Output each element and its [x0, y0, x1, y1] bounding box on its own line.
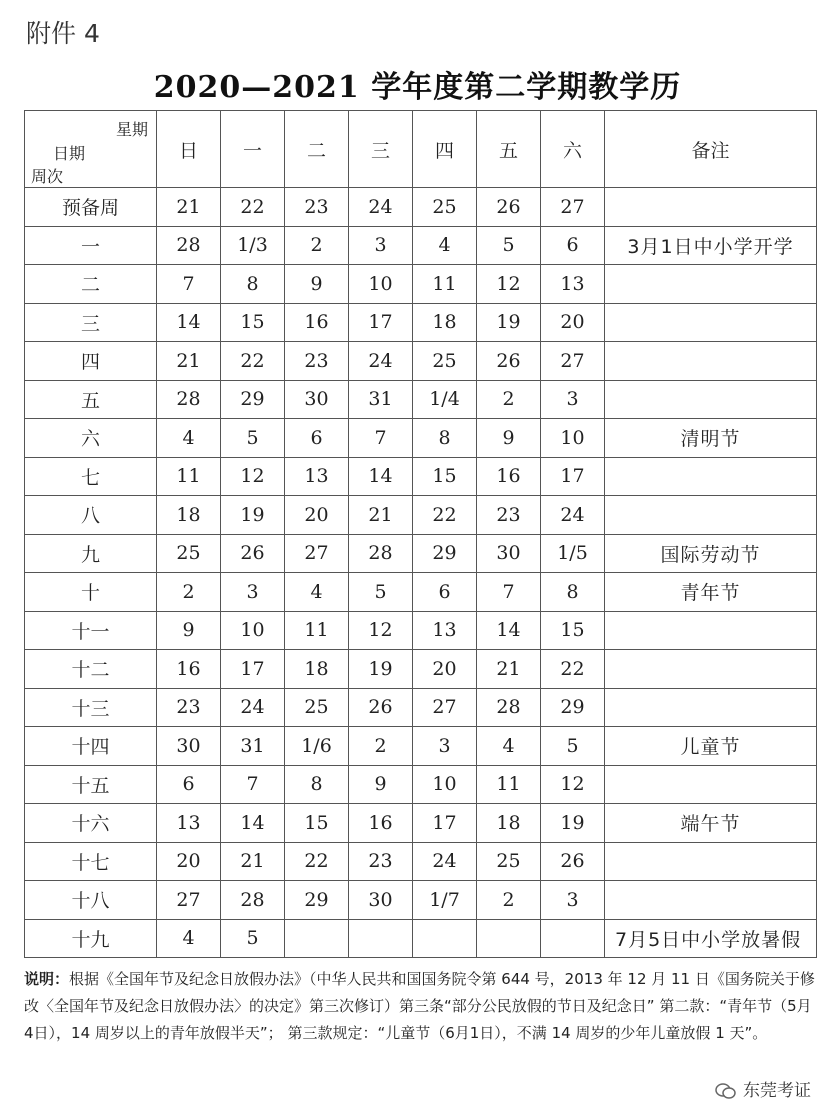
table-row — [25, 380, 817, 419]
date-cell: 30 — [349, 881, 413, 920]
remark-cell — [605, 842, 817, 881]
date-cell: 17 — [221, 650, 285, 689]
day-header-sat: 六 — [541, 111, 605, 188]
date-cell: 29 — [413, 534, 477, 573]
date-cell: 12 — [541, 765, 605, 804]
date-cell: 27 — [541, 188, 605, 227]
table-row — [25, 457, 817, 496]
date-cell: 8 — [413, 419, 477, 458]
remark-cell: 端午节 — [605, 804, 817, 843]
wechat-icon — [715, 1082, 737, 1100]
date-cell: 4 — [413, 226, 477, 265]
date-cell: 9 — [285, 265, 349, 304]
date-cell: 12 — [477, 265, 541, 304]
date-cell: 2 — [349, 727, 413, 766]
date-cell: 16 — [157, 650, 221, 689]
date-cell: 28 — [477, 688, 541, 727]
week-number-cell: 十三 — [25, 688, 157, 727]
date-cell: 2 — [285, 226, 349, 265]
table-row — [25, 688, 817, 727]
date-cell — [477, 919, 541, 958]
remark-cell: 儿童节 — [605, 727, 817, 766]
remark-cell — [605, 765, 817, 804]
date-cell: 1/6 — [285, 727, 349, 766]
date-cell: 24 — [221, 688, 285, 727]
remark-cell — [605, 688, 817, 727]
table-row — [25, 804, 817, 843]
remark-cell — [605, 188, 817, 227]
explanation-note — [24, 966, 816, 1047]
date-cell: 15 — [541, 611, 605, 650]
week-number-cell: 八 — [25, 496, 157, 535]
table-header-row — [25, 111, 817, 188]
table-row — [25, 919, 817, 958]
date-cell: 4 — [477, 727, 541, 766]
date-cell: 22 — [285, 842, 349, 881]
week-number-cell: 十一 — [25, 611, 157, 650]
date-cell: 23 — [349, 842, 413, 881]
week-number-cell: 十九 — [25, 919, 157, 958]
table-row — [25, 265, 817, 304]
date-cell: 29 — [221, 380, 285, 419]
date-cell: 16 — [477, 457, 541, 496]
date-cell: 16 — [349, 804, 413, 843]
date-cell: 9 — [349, 765, 413, 804]
date-cell: 6 — [541, 226, 605, 265]
date-cell: 22 — [221, 342, 285, 381]
date-cell: 29 — [285, 881, 349, 920]
date-cell: 23 — [477, 496, 541, 535]
table-row — [25, 611, 817, 650]
date-cell: 14 — [349, 457, 413, 496]
date-cell: 1/7 — [413, 881, 477, 920]
date-cell: 24 — [413, 842, 477, 881]
date-cell — [349, 919, 413, 958]
table-row — [25, 881, 817, 920]
date-cell: 6 — [413, 573, 477, 612]
week-number-cell: 一 — [25, 226, 157, 265]
date-cell: 22 — [413, 496, 477, 535]
date-cell: 5 — [541, 727, 605, 766]
week-number-cell: 十六 — [25, 804, 157, 843]
table-row — [25, 188, 817, 227]
table-row — [25, 842, 817, 881]
table-row — [25, 342, 817, 381]
week-number-cell: 四 — [25, 342, 157, 381]
remark-cell — [605, 611, 817, 650]
date-cell: 17 — [541, 457, 605, 496]
date-cell: 21 — [157, 188, 221, 227]
corner-week-label: 星期 — [115, 120, 148, 139]
week-number-cell: 三 — [25, 303, 157, 342]
notes-header: 备注 — [605, 111, 817, 188]
date-cell: 19 — [221, 496, 285, 535]
table-row — [25, 226, 817, 265]
date-cell: 26 — [541, 842, 605, 881]
date-cell: 24 — [541, 496, 605, 535]
day-header-sun: 日 — [157, 111, 221, 188]
date-cell: 15 — [221, 303, 285, 342]
date-cell: 30 — [477, 534, 541, 573]
table-row — [25, 534, 817, 573]
date-cell: 7 — [221, 765, 285, 804]
date-cell: 11 — [157, 457, 221, 496]
date-cell: 12 — [349, 611, 413, 650]
date-cell: 8 — [221, 265, 285, 304]
date-cell: 3 — [541, 380, 605, 419]
date-cell: 18 — [285, 650, 349, 689]
table-row — [25, 573, 817, 612]
date-cell: 27 — [285, 534, 349, 573]
date-cell: 20 — [285, 496, 349, 535]
date-cell: 21 — [477, 650, 541, 689]
date-cell: 20 — [413, 650, 477, 689]
date-cell: 2 — [157, 573, 221, 612]
date-cell: 23 — [285, 342, 349, 381]
remark-cell — [605, 650, 817, 689]
table-row — [25, 765, 817, 804]
date-cell: 17 — [413, 804, 477, 843]
remark-cell: 青年节 — [605, 573, 817, 612]
date-cell: 27 — [157, 881, 221, 920]
week-number-cell: 预备周 — [25, 188, 157, 227]
page-title: 2020—2021 学年度第二学期教学历 — [153, 70, 682, 105]
corner-weeknum-label: 周次 — [31, 167, 64, 186]
corner-date-label: 日期 — [53, 144, 86, 163]
table-row — [25, 419, 817, 458]
date-cell: 10 — [541, 419, 605, 458]
date-cell: 21 — [221, 842, 285, 881]
date-cell: 27 — [413, 688, 477, 727]
watermark — [715, 1076, 811, 1101]
remark-cell: 7月5日中小学放暑假 — [605, 919, 817, 958]
table-row — [25, 650, 817, 689]
date-cell: 7 — [349, 419, 413, 458]
date-cell: 19 — [477, 303, 541, 342]
date-cell: 3 — [221, 573, 285, 612]
date-cell: 21 — [349, 496, 413, 535]
week-number-cell: 十 — [25, 573, 157, 612]
date-cell: 5 — [221, 419, 285, 458]
date-cell: 3 — [349, 226, 413, 265]
date-cell: 19 — [541, 804, 605, 843]
date-cell: 26 — [477, 188, 541, 227]
remark-cell: 清明节 — [605, 419, 817, 458]
date-cell: 9 — [157, 611, 221, 650]
date-cell: 11 — [413, 265, 477, 304]
date-cell: 1/5 — [541, 534, 605, 573]
day-header-thu: 四 — [413, 111, 477, 188]
date-cell: 14 — [157, 303, 221, 342]
date-cell: 7 — [477, 573, 541, 612]
remark-cell — [605, 496, 817, 535]
date-cell: 20 — [541, 303, 605, 342]
week-number-cell: 七 — [25, 457, 157, 496]
date-cell: 13 — [541, 265, 605, 304]
week-number-cell: 十四 — [25, 727, 157, 766]
date-cell: 31 — [349, 380, 413, 419]
date-cell: 17 — [349, 303, 413, 342]
date-cell: 18 — [157, 496, 221, 535]
date-cell: 20 — [157, 842, 221, 881]
week-number-cell: 十八 — [25, 881, 157, 920]
date-cell: 2 — [477, 380, 541, 419]
date-cell: 31 — [221, 727, 285, 766]
corner-header-cell — [25, 111, 157, 188]
date-cell: 13 — [413, 611, 477, 650]
date-cell: 4 — [157, 419, 221, 458]
date-cell: 6 — [157, 765, 221, 804]
calendar-body — [25, 188, 817, 958]
date-cell: 26 — [477, 342, 541, 381]
date-cell: 15 — [285, 804, 349, 843]
date-cell: 23 — [157, 688, 221, 727]
date-cell: 16 — [285, 303, 349, 342]
date-cell: 30 — [285, 380, 349, 419]
date-cell: 3 — [413, 727, 477, 766]
date-cell: 12 — [221, 457, 285, 496]
date-cell: 25 — [157, 534, 221, 573]
teaching-calendar-table — [24, 110, 817, 958]
explanation-text: 根据《全国年节及纪念日放假办法》（中华人民共和国国务院令第 644 号，2013 年 12 月 11 日《国务院关于修改〈全国年节及纪念日放假办法〉的决定》第三次修订）第三条“部分公民放假的节日及纪念日” 第二款：“青年节（5月4日），14 周岁以上的青年放假半天”； 第三款规定：“儿童节（6月1日），不满 14 周岁的少年儿童放假 1 天”。 — [24, 970, 815, 1042]
week-number-cell: 六 — [25, 419, 157, 458]
date-cell: 28 — [157, 226, 221, 265]
date-cell: 5 — [477, 226, 541, 265]
attachment-label: 附件 4 — [26, 19, 100, 48]
date-cell: 26 — [349, 688, 413, 727]
date-cell: 8 — [541, 573, 605, 612]
date-cell: 30 — [157, 727, 221, 766]
date-cell — [541, 919, 605, 958]
date-cell: 4 — [285, 573, 349, 612]
date-cell: 28 — [157, 380, 221, 419]
date-cell: 5 — [349, 573, 413, 612]
date-cell: 11 — [477, 765, 541, 804]
day-header-fri: 五 — [477, 111, 541, 188]
week-number-cell: 十七 — [25, 842, 157, 881]
date-cell: 14 — [477, 611, 541, 650]
date-cell: 28 — [221, 881, 285, 920]
date-cell: 5 — [221, 919, 285, 958]
remark-cell: 3月1日中小学开学 — [605, 226, 817, 265]
date-cell: 22 — [541, 650, 605, 689]
date-cell: 14 — [221, 804, 285, 843]
watermark-text: 东莞考证 — [743, 1081, 811, 1101]
week-number-cell: 二 — [25, 265, 157, 304]
date-cell: 18 — [413, 303, 477, 342]
remark-cell — [605, 881, 817, 920]
date-cell: 1/4 — [413, 380, 477, 419]
date-cell: 28 — [349, 534, 413, 573]
date-cell: 27 — [541, 342, 605, 381]
date-cell: 13 — [157, 804, 221, 843]
date-cell: 13 — [285, 457, 349, 496]
date-cell: 24 — [349, 342, 413, 381]
date-cell: 25 — [477, 842, 541, 881]
day-header-mon: 一 — [221, 111, 285, 188]
date-cell: 26 — [221, 534, 285, 573]
week-number-cell: 十五 — [25, 765, 157, 804]
date-cell: 11 — [285, 611, 349, 650]
remark-cell — [605, 342, 817, 381]
remark-cell — [605, 303, 817, 342]
date-cell: 1/3 — [221, 226, 285, 265]
day-header-wed: 三 — [349, 111, 413, 188]
remark-cell — [605, 380, 817, 419]
remark-cell: 国际劳动节 — [605, 534, 817, 573]
date-cell — [413, 919, 477, 958]
date-cell: 25 — [413, 188, 477, 227]
remark-cell — [605, 457, 817, 496]
week-number-cell: 九 — [25, 534, 157, 573]
date-cell: 18 — [477, 804, 541, 843]
week-number-cell: 十二 — [25, 650, 157, 689]
date-cell: 6 — [285, 419, 349, 458]
date-cell: 10 — [349, 265, 413, 304]
date-cell: 9 — [477, 419, 541, 458]
table-row — [25, 496, 817, 535]
date-cell: 4 — [157, 919, 221, 958]
table-row — [25, 727, 817, 766]
date-cell: 7 — [157, 265, 221, 304]
day-header-tue: 二 — [285, 111, 349, 188]
date-cell: 22 — [221, 188, 285, 227]
date-cell: 29 — [541, 688, 605, 727]
date-cell: 10 — [413, 765, 477, 804]
date-cell: 23 — [285, 188, 349, 227]
date-cell: 8 — [285, 765, 349, 804]
date-cell: 21 — [157, 342, 221, 381]
date-cell: 24 — [349, 188, 413, 227]
explanation-label: 说明： — [24, 970, 70, 988]
date-cell: 25 — [413, 342, 477, 381]
date-cell — [285, 919, 349, 958]
date-cell: 15 — [413, 457, 477, 496]
table-row — [25, 303, 817, 342]
date-cell: 19 — [349, 650, 413, 689]
remark-cell — [605, 265, 817, 304]
date-cell: 25 — [285, 688, 349, 727]
week-number-cell: 五 — [25, 380, 157, 419]
date-cell: 3 — [541, 881, 605, 920]
date-cell: 2 — [477, 881, 541, 920]
date-cell: 10 — [221, 611, 285, 650]
